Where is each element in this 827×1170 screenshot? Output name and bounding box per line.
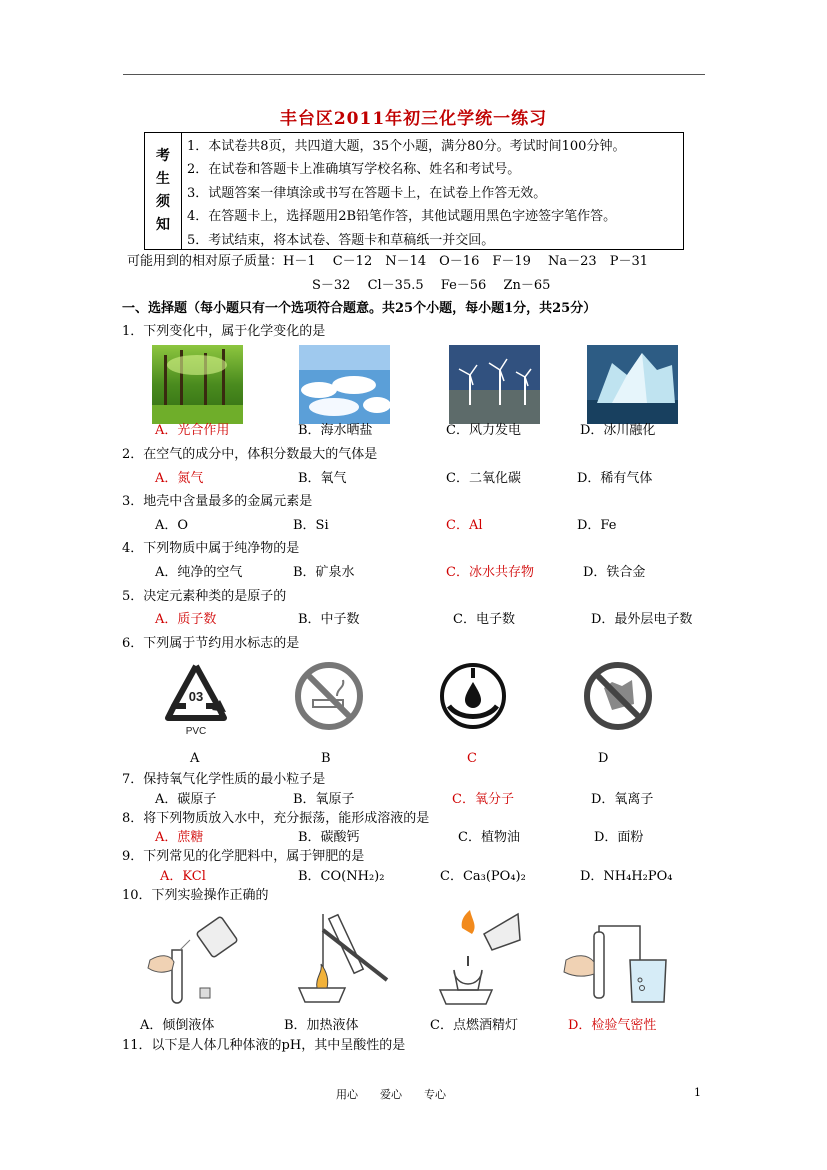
recycle-code: 03: [188, 689, 204, 704]
section-heading: 一、选择题（每小题只有一个选项符合题意。共25个小题，每小题1分，共25分）: [122, 301, 597, 316]
question-2-stem: 2．在空气的成分中，体积分数最大的气体是: [122, 447, 378, 462]
notice-item: 4．在答题卡上，选择题用2B铅笔作答，其他试题用黑色字迹签字笔作答。: [187, 209, 617, 225]
question-10-stem: 10．下列实验操作正确的: [122, 888, 269, 903]
q3-option-a[interactable]: A．O: [155, 518, 189, 533]
q7-option-d[interactable]: D．氧离子: [591, 792, 654, 807]
q3-option-d[interactable]: D．Fe: [577, 518, 617, 533]
q4-option-b[interactable]: B．矿泉水: [293, 565, 355, 580]
q6-option-c[interactable]: C: [467, 751, 477, 766]
q3-option-c[interactable]: C．Al: [446, 518, 483, 533]
question-9-stem: 9．下列常见的化学肥料中，属于钾肥的是: [122, 849, 365, 864]
q2-option-d[interactable]: D．稀有气体: [577, 471, 653, 486]
q1-option-d[interactable]: D．冰川融化: [580, 423, 656, 438]
page-number: 1: [694, 1086, 701, 1099]
q4-option-a[interactable]: A．纯净的空气: [155, 565, 243, 580]
q8-option-d[interactable]: D．面粉: [594, 830, 644, 845]
q1-option-c[interactable]: C．风力发电: [446, 423, 521, 438]
question-1-stem: 1．下列变化中，属于化学变化的是: [122, 324, 326, 339]
q9-option-d[interactable]: D．NH₄H₂PO₄: [580, 869, 673, 884]
page-title: 丰台区2011年初三化学统一练习: [279, 109, 548, 129]
notice-list: [187, 135, 625, 252]
lighting-alcohol-lamp-image: [432, 910, 524, 1006]
q7-option-b[interactable]: B．氧原子: [293, 792, 355, 807]
q8-option-b[interactable]: B．碳酸钙: [298, 830, 360, 845]
notice-item: 3．试题答案一律填涂或书写在答题卡上，在试卷上作答无效。: [187, 185, 547, 201]
notice-item: 1．本试卷共8页，共四道大题，35个小题，满分80分。考试时间100分钟。: [187, 139, 626, 154]
q2-option-c[interactable]: C．二氧化碳: [446, 471, 521, 486]
notice-side-label: [145, 133, 182, 249]
atomic-masses-line1: 可能用到的相对原子质量：H－1 C－12 N－14 O－16 F－19 Na－23 P－31: [127, 254, 648, 269]
q2-option-b[interactable]: B．氧气: [298, 471, 347, 486]
q6-option-d[interactable]: D: [598, 751, 609, 766]
exam-notice-box: [144, 132, 684, 250]
q4-option-d[interactable]: D．铁合金: [583, 565, 646, 580]
q10-option-a[interactable]: A．倾倒液体: [140, 1018, 215, 1033]
notice-side-char: 须: [156, 194, 170, 210]
q9-option-a[interactable]: A．KCl: [160, 869, 206, 884]
q8-option-a[interactable]: A．蔗糖: [155, 830, 204, 845]
sea-salt-image: [299, 345, 390, 424]
question-6-stem: 6．下列属于节约用水标志的是: [122, 636, 300, 651]
q5-option-d[interactable]: D．最外层电子数: [591, 612, 693, 627]
q7-option-a[interactable]: A．碳原子: [155, 792, 217, 807]
q8-option-c[interactable]: C．植物油: [458, 830, 520, 845]
wind-power-image: [449, 345, 540, 424]
q9-option-c[interactable]: C．Ca₃(PO₄)₂: [440, 869, 526, 884]
q7-option-c[interactable]: C．氧分子: [452, 792, 514, 807]
question-3-stem: 3．地壳中含量最多的金属元素是: [122, 494, 313, 509]
notice-item: 5．考试结束，将本试卷、答题卡和草稿纸一并交回。: [187, 232, 495, 248]
recycle-label: PVC: [185, 726, 207, 737]
footer-motto: 用心 爱心 专心: [336, 1088, 446, 1101]
q10-option-d[interactable]: D．检验气密性: [568, 1018, 657, 1033]
q10-option-b[interactable]: B．加热液体: [284, 1018, 359, 1033]
question-8-stem: 8．将下列物质放入水中，充分振荡，能形成溶液的是: [122, 811, 430, 826]
q2-option-a[interactable]: A．氮气: [155, 471, 204, 486]
q6-option-b[interactable]: B: [321, 751, 331, 766]
q10-option-c[interactable]: C．点燃酒精灯: [430, 1018, 518, 1033]
q4-option-c[interactable]: C．冰水共存物: [446, 565, 534, 580]
notice-side-char: 生: [156, 171, 170, 187]
atomic-masses-line2: S－32 Cl－35.5 Fe－56 Zn－65: [312, 278, 551, 293]
top-rule: [123, 74, 705, 75]
airtightness-check-image: [560, 910, 674, 1006]
q1-option-a[interactable]: A．光合作用: [155, 423, 230, 438]
heating-liquid-image: [287, 910, 393, 1006]
no-littering-icon: [582, 660, 654, 732]
water-saving-icon: [437, 660, 509, 732]
question-7-stem: 7．保持氧气化学性质的最小粒子是: [122, 772, 326, 787]
q9-option-b[interactable]: B．CO(NH₂)₂: [298, 869, 385, 884]
no-smoking-icon: [293, 660, 365, 732]
q5-option-b[interactable]: B．中子数: [298, 612, 360, 627]
recycle-icon: [160, 660, 232, 738]
notice-side-char: 知: [156, 217, 170, 233]
question-4-stem: 4．下列物质中属于纯净物的是: [122, 541, 300, 556]
notice-item: 2．在试卷和答题卡上准确填写学校名称、姓名和考试号。: [187, 162, 521, 178]
q5-option-c[interactable]: C．电子数: [453, 612, 515, 627]
pouring-liquid-image: [142, 910, 244, 1006]
glacier-image: [587, 345, 678, 424]
q3-option-b[interactable]: B．Si: [293, 518, 329, 533]
notice-side-char: 考: [156, 148, 170, 164]
q1-option-b[interactable]: B．海水晒盐: [298, 423, 373, 438]
q6-option-a[interactable]: A: [190, 751, 200, 766]
photosynthesis-forest-image: [152, 345, 243, 424]
q5-option-a[interactable]: A．质子数: [155, 612, 217, 627]
question-11-stem: 11．以下是人体几种体液的pH，其中呈酸性的是: [122, 1038, 406, 1053]
question-5-stem: 5．决定元素种类的是原子的: [122, 589, 287, 604]
